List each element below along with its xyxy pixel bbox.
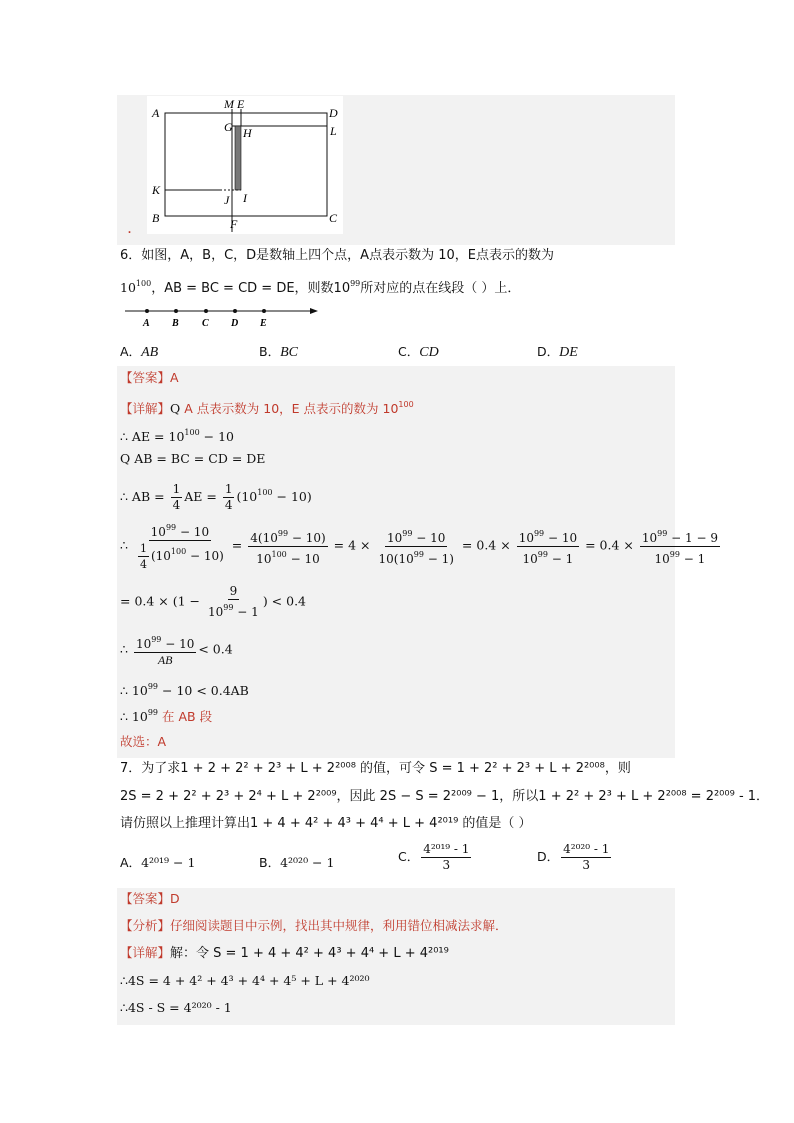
label-B: B	[152, 211, 160, 225]
q6-final-choice: 故选：A	[120, 734, 167, 749]
shaded-strip	[235, 126, 241, 190]
q6-stem-line1: 6．如图，A，B，C，D是数轴上四个点，A点表示数为 10，E点表示的数为	[120, 248, 554, 263]
q7-answer: 【答案】D	[120, 891, 180, 906]
number-line	[0, 300, 794, 332]
q6-option-b[interactable]: B．BC	[259, 344, 298, 360]
q7-detail: 【详解】解：令 S = 1 + 4 + 4² + 4³ + 4⁴ + L + 4²⁰¹⁹	[120, 945, 449, 961]
q7-option-a[interactable]: A．4²⁰¹⁹ − 1	[120, 855, 196, 870]
q6-step8: ∴ $10^{99}$ 在 AB 段	[120, 708, 213, 724]
q7-step2: ∴4S - S = 4²⁰²⁰ - 1	[120, 1000, 232, 1015]
q6-step5: = 0.4 × (1 − $\frac{9}{10^{99} - 1}$ ) < 0.4	[120, 584, 306, 619]
figure-dot: .	[128, 222, 131, 236]
q7-line2: 2S = 2 + 2² + 2³ + 2⁴ + L + 2²⁰⁰⁹，因此 2S − S = 2²⁰⁰⁹ − 1，所以1 + 2² + 2³ + L + 2²⁰⁰⁸ = 2²⁰⁰⁹ - 1．	[120, 789, 770, 804]
label-M: M	[224, 97, 234, 111]
q6-step3: ∴ AB = $\frac{1}{4}$ AE = $\frac{1}{4}$ $(10^{100} - 10)$	[120, 482, 312, 512]
label-H: H	[243, 126, 252, 140]
q7-step1: ∴4S = 4 + 4² + 4³ + 4⁴ + 4⁵ + L + 4²⁰²⁰	[120, 973, 370, 988]
label-E: E	[237, 97, 245, 111]
axis-point-C: C	[202, 318, 209, 329]
axis-point-E: E	[260, 318, 267, 329]
axis-point-A: A	[143, 318, 150, 329]
label-K: K	[152, 183, 161, 197]
label-L: L	[330, 124, 337, 138]
rectangle-figure-svg	[0, 0, 794, 260]
label-F: F	[230, 217, 238, 231]
q6-step2: Q AB = BC = CD = DE	[120, 451, 266, 466]
label-I: I	[243, 191, 247, 205]
q7-line3: 请仿照以上推理计算出1 + 4 + 4² + 4³ + 4⁴ + L + 4²⁰¹⁹ 的值是（ ）	[120, 816, 532, 831]
q6-step6: ∴ $\frac{10^{99} - 10}{AB}$ < 0.4	[120, 632, 233, 668]
q6-option-d[interactable]: D．DE	[537, 344, 578, 360]
label-C: C	[329, 211, 338, 225]
q6-option-a[interactable]: A．AB	[120, 344, 159, 360]
q6-option-c[interactable]: C．CD	[398, 344, 439, 360]
q7-analysis: 【分析】仔细阅读题目中示例，找出其中规律，利用错位相减法求解．	[120, 918, 508, 933]
axis-point-B: B	[172, 318, 179, 329]
q7-option-d[interactable]: D． $\frac{\text{4²⁰²⁰ - 1}}{3}$	[537, 842, 610, 872]
q6-step4: ∴ $10^{99} - 10$ $\frac{1}{4}$ $(10^{100} - 10)$ = $\frac{4(10^{99} - 10)}{10^{100} - 10}$ = 4 × $\frac{10^{99} - 10}{10(10^{99} - 1)}$ = 0.4 × $\frac{10^{99} - 10}{10^{99} - 1}$ = 0.4 × $\frac{10^{99} - 1 - 9}{10^{99} - 1}$	[120, 520, 722, 572]
q6-stem-line2: $10^{100}$，AB = BC = CD = DE，则数$10^{99}$所对应的点在线段（ ）上．	[120, 279, 521, 296]
q7-option-b[interactable]: B．4²⁰²⁰ − 1	[259, 855, 335, 870]
q6-detail: 【详解】Q A 点表示数为 10，E 点表示的数为 $10^{100}$	[120, 400, 414, 416]
q7-line1: 7．为了求1 + 2 + 2² + 2³ + L + 2²⁰⁰⁸ 的值，可令 S = 1 + 2² + 2³ + L + 2²⁰⁰⁸，则	[120, 761, 631, 776]
q6-step1: ∴ AE = $10^{100} - 10$	[120, 428, 235, 444]
axis-point-D: D	[231, 318, 239, 329]
label-A: A	[152, 106, 160, 120]
q6-step7: ∴ $10^{99} - 10 < 0.4AB$	[120, 682, 249, 698]
label-D: D	[329, 106, 338, 120]
label-J: J	[224, 193, 230, 207]
q6-answer: 【答案】A	[120, 370, 179, 385]
label-G: G	[224, 120, 233, 134]
q7-option-c[interactable]: C． $\frac{\text{4²⁰¹⁹ - 1}}{3}$	[398, 842, 470, 872]
